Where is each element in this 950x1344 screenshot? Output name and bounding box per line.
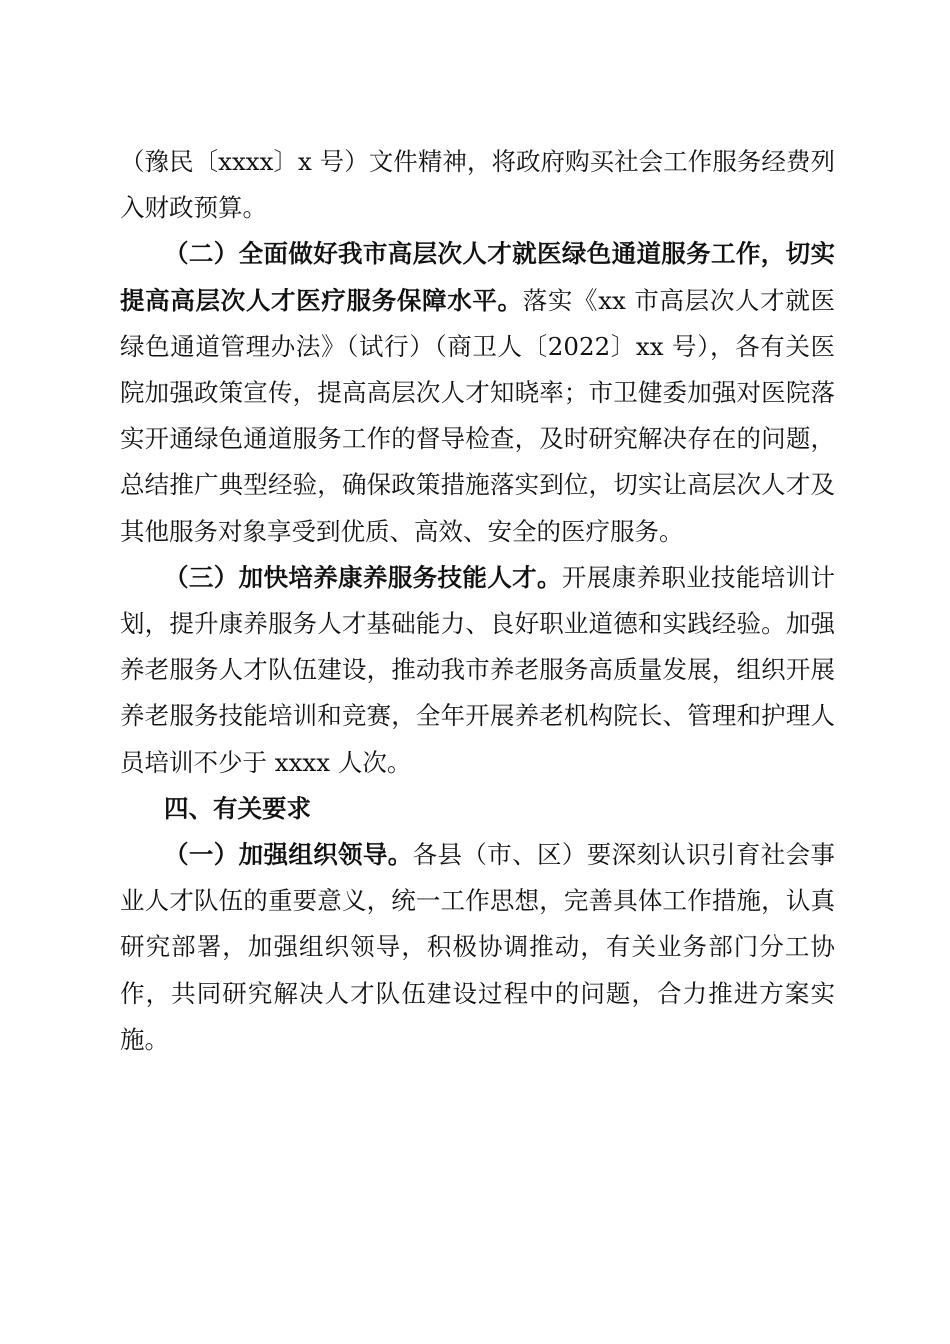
paragraph-leadership [120, 832, 835, 1063]
paragraph-text: （豫民〔xxxx〕x 号）文件精神，将政府购买社会工作服务经费列入财政预算。 [120, 147, 835, 223]
paragraph-lead: （一）加强组织领导。 [164, 840, 413, 870]
paragraph-lead: （三）加快培养康养服务技能人才。 [164, 562, 562, 592]
paragraph-green-channel [120, 231, 835, 554]
document-page [120, 139, 835, 1063]
paragraph-lead: （二）全面做好我市高层次人才就医绿色通道服务工作，切实提高高层次人才医疗服务保障水平。 [120, 239, 835, 315]
paragraph-text: 各县（市、区）要深刻认识引育社会事业人才队伍的重要意义，统一工作思想，完善具体工作措施，认真研究部署，加强组织领导，积极协调推动，有关业务部门分工协作，共同研究解决人才队伍建设过程中的问题，合力推进方案实施。 [120, 840, 836, 1054]
paragraph-care-talent [120, 555, 835, 786]
paragraph-text: 落实《xx 市高层次人才就医绿色通道管理办法》（试行）（商卫人〔2022〕xx 号），各有关医院加强政策宣传，提高高层次人才知晓率；市卫健委加强对医院落实开通绿色通道服务工作的督导检查，及时研究解决存在的问题，总结推广典型经验，确保政策措施落实到位，切实让高层次人才及其他服务对象享受到优质、高效、安全的医疗服务。 [120, 285, 836, 546]
paragraph-continuation [120, 139, 835, 231]
paragraph-text: 开展康养职业技能培训计划，提升康养服务人才基础能力、良好职业道德和实践经验。加强养老服务人才队伍建设，推动我市养老服务高质量发展，组织开展养老服务技能培训和竞赛，全年开展养老机构院长、管理和护理人员培训不少于 xxxx 人次。 [120, 562, 836, 777]
section-heading: 四、有关要求 [164, 793, 311, 823]
